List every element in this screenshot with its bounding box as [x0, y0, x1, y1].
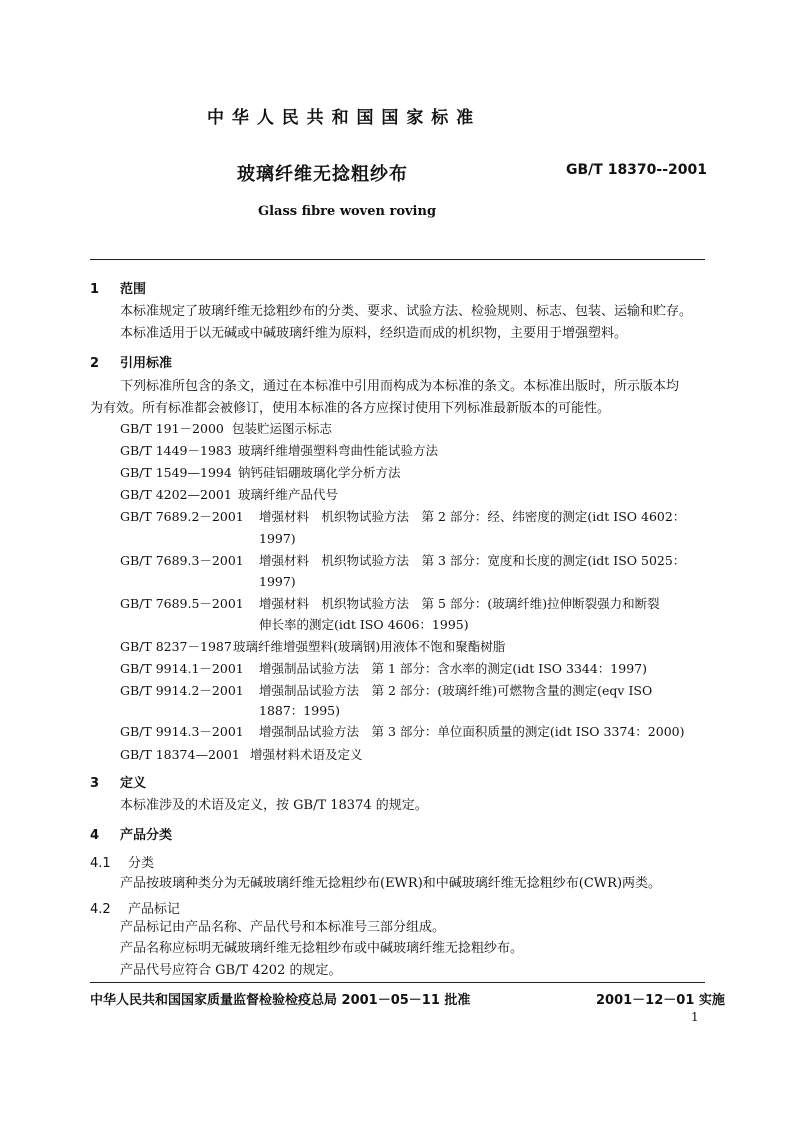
reference-item — [120, 638, 505, 656]
effective-date: 2001－12－01 实施 — [596, 993, 725, 1008]
section-2-heading — [90, 352, 172, 371]
paragraph: 本标准涉及的术语及定义，按 GB/T 18374 的规定。 — [120, 798, 428, 813]
reference-code: GB/T 9914.2－2001 — [120, 683, 244, 698]
subsection-number: 4.2 — [90, 902, 111, 917]
paragraph: 产品名称应标明无碱玻璃纤维无捻粗纱布或中碱玻璃纤维无捻粗纱布。 — [120, 941, 524, 956]
document-title-en: Glass fibre woven roving — [258, 204, 437, 219]
reference-code: GB/T 1449－1983 — [120, 443, 232, 458]
reference-code: GB/T 7689.2－2001 — [120, 509, 244, 524]
section-number: 4 — [90, 828, 100, 843]
reference-title: 增强材料 机织物试验方法 第 3 部分：宽度和长度的测定(idt ISO 5025： — [259, 553, 686, 568]
reference-code: GB/T 9914.3－2001 — [120, 724, 244, 739]
paragraph: 产品按玻璃种类分为无碱玻璃纤维无捻粗纱布(EWR)和中碱玻璃纤维无捻粗纱布(CWR)两类。 — [120, 876, 662, 891]
paragraph: 本标准规定了玻璃纤维无捻粗纱布的分类、要求、试验方法、检验规则、标志、包装、运输和贮存。 — [120, 304, 693, 319]
paragraph: 产品代号应符合 GB/T 4202 的规定。 — [120, 963, 342, 978]
subsection-4-1-heading — [90, 852, 154, 871]
reference-continuation: 1997) — [259, 531, 296, 546]
reference-title: 玻璃纤维增强塑料弯曲性能试验方法 — [238, 443, 439, 458]
reference-item — [120, 595, 660, 613]
section-4-heading — [90, 824, 172, 843]
section-number: 3 — [90, 776, 100, 791]
reference-item — [120, 442, 438, 460]
reference-code: GB/T 9914.1－2001 — [120, 661, 244, 676]
reference-item — [120, 723, 685, 741]
issuer-approval: 中华人民共和国国家质量监督检验检疫总局 2001－05－11 批准 — [90, 993, 471, 1008]
reference-item — [120, 552, 685, 570]
subsection-number: 4.1 — [90, 856, 111, 871]
section-3-heading — [90, 772, 146, 791]
reference-item — [120, 660, 647, 678]
reference-title: 玻璃纤维增强塑料(玻璃钢)用液体不饱和聚酯树脂 — [233, 639, 506, 654]
national-standard-heading: 中 华 人 民 共 和 国 国 家 标 准 — [207, 108, 475, 128]
reference-code: GB/T 7689.5－2001 — [120, 596, 244, 611]
reference-title: 增强材料 机织物试验方法 第 2 部分：经、纬密度的测定(idt ISO 4602： — [259, 509, 686, 524]
section-title: 产品分类 — [120, 828, 173, 843]
reference-item — [120, 486, 338, 504]
section-title: 范围 — [120, 282, 147, 297]
reference-item — [120, 420, 332, 438]
reference-code: GB/T 18374—2001 — [120, 747, 240, 762]
paragraph: 下列标准所包含的条文，通过在本标准中引用而构成为本标准的条文。本标准出版时，所示版本均 — [120, 379, 680, 394]
reference-continuation: 1997) — [259, 574, 296, 589]
reference-code: GB/T 1549—1994 — [120, 465, 232, 480]
standard-number: GB/T 18370--2001 — [566, 162, 707, 178]
reference-title: 增强制品试验方法 第 2 部分：(玻璃纤维)可燃物含量的测定(eqv ISO — [259, 683, 653, 698]
reference-code: GB/T 191－2000 — [120, 421, 224, 436]
reference-title: 增强制品试验方法 第 3 部分：单位面积质量的测定(idt ISO 3374：2000) — [259, 724, 685, 739]
section-1-heading — [90, 278, 146, 297]
section-number: 1 — [90, 282, 100, 297]
section-title: 定义 — [120, 776, 147, 791]
paragraph: 为有效。所有标准都会被修订，使用本标准的各方应探讨使用下列标准最新版本的可能性。 — [90, 401, 611, 416]
reference-item — [120, 746, 363, 764]
reference-title: 玻璃纤维产品代号 — [238, 487, 339, 502]
reference-title: 钠钙硅铝硼玻璃化学分析方法 — [238, 465, 401, 480]
section-number: 2 — [90, 356, 100, 371]
reference-title: 包装贮运图示标志 — [232, 421, 333, 436]
reference-code: GB/T 4202—2001 — [120, 487, 232, 502]
reference-code: GB/T 8237－1987 — [120, 639, 232, 654]
reference-item — [120, 682, 652, 700]
reference-item — [120, 508, 685, 526]
reference-code: GB/T 7689.3－2001 — [120, 553, 244, 568]
subsection-title: 分类 — [128, 856, 155, 871]
paragraph: 本标准适用于以无碱或中碱玻璃纤维为原料，经织造而成的机织物，主要用于增强塑料。 — [120, 326, 628, 341]
subsection-title: 产品标记 — [128, 902, 181, 917]
footer-divider — [90, 982, 705, 983]
reference-title: 增强材料术语及定义 — [250, 747, 363, 762]
subsection-4-2-heading — [90, 898, 180, 917]
section-title: 引用标准 — [120, 356, 173, 371]
header-divider — [90, 259, 705, 260]
page-number: 1 — [691, 1010, 699, 1024]
paragraph: 产品标记由产品名称、产品代号和本标准号三部分组成。 — [120, 920, 446, 935]
reference-title: 增强制品试验方法 第 1 部分：含水率的测定(idt ISO 3344：1997) — [259, 661, 647, 676]
reference-title: 增强材料 机织物试验方法 第 5 部分：(玻璃纤维)拉伸断裂强力和断裂 — [259, 596, 660, 611]
document-title-cn: 玻璃纤维无捻粗纱布 — [237, 164, 408, 185]
reference-item — [120, 464, 401, 482]
reference-continuation: 1887：1995) — [259, 703, 340, 718]
reference-continuation: 伸长率的测定(idt ISO 4606：1995) — [259, 617, 469, 632]
